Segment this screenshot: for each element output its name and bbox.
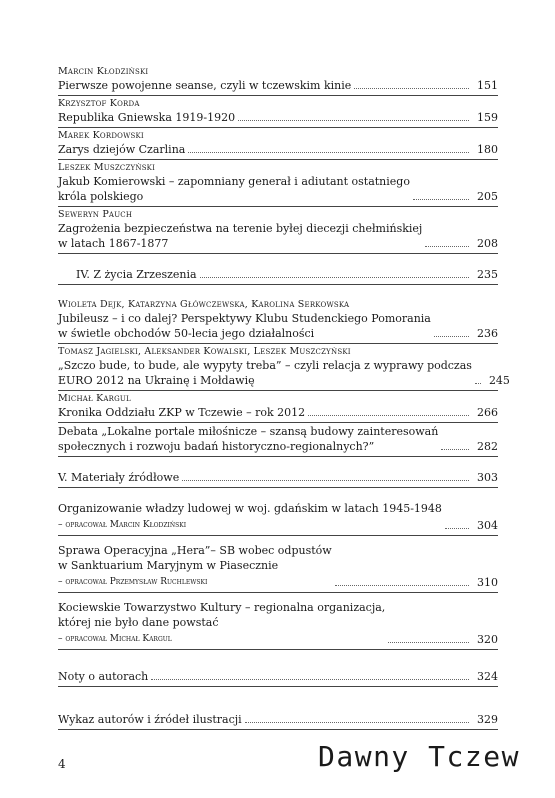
entry-title-line: Kronika Oddziału ZKP w Tczewie – rok 2012 — [58, 406, 306, 419]
entry-page-number: 266 — [477, 406, 498, 419]
entry-title-line: EURO 2012 na Ukrainę i Mołdawię — [58, 374, 255, 387]
entry-title-row — [58, 267, 498, 282]
entry-title-row — [58, 358, 510, 388]
entry-title — [58, 470, 179, 485]
toc-entry — [58, 160, 498, 207]
entry-title-row — [58, 405, 498, 420]
spacer — [58, 656, 498, 668]
entry-page-number: 235 — [477, 268, 498, 281]
entry-title-line: Kociewskie Towarzystwo Kultury – regionalna organizacja, — [58, 601, 386, 614]
entry-title — [58, 174, 410, 204]
leader-dots — [245, 718, 469, 723]
entry-title-row — [58, 470, 498, 485]
entry-title-line: Debata „Lokalne portale miłośnicze – szansą budowy zainteresowań — [58, 425, 439, 438]
entry-title — [58, 543, 332, 590]
entry-title-row — [58, 110, 498, 125]
leader-dots — [354, 84, 469, 89]
toc-entry — [58, 297, 498, 344]
entry-title-row — [58, 501, 498, 533]
spacer — [58, 285, 498, 297]
entry-editor-line — [58, 573, 332, 590]
entry-title — [58, 600, 385, 647]
entry-title — [58, 78, 351, 93]
toc-section — [58, 711, 498, 730]
entry-title-row — [58, 712, 498, 727]
spacer — [58, 687, 498, 699]
entry-editor: – opracował Przemysław Ruchlewski — [58, 577, 208, 587]
leader-dots — [388, 638, 469, 643]
toc-entry — [58, 500, 498, 536]
leader-dots — [413, 195, 469, 200]
entry-title-line: Jubileusz – i co dalej? Perspektywy Klubu Studenckiego Pomorania — [58, 312, 431, 325]
entry-title-line: Jakub Komierowski – zapomniany generał i adiutant ostatniego — [58, 175, 410, 188]
entry-title-row — [58, 543, 498, 590]
entry-page-number: 329 — [477, 713, 498, 726]
section-title: V. Materiały źródłowe — [58, 471, 180, 484]
entry-title — [58, 110, 235, 125]
entry-title — [58, 311, 431, 341]
spacer — [58, 254, 498, 266]
toc-entry — [58, 391, 498, 423]
entry-author: Marek Kordowski — [58, 130, 144, 141]
leader-dots — [238, 116, 469, 121]
entry-title — [58, 501, 442, 533]
entry-author: Michał Kargul — [58, 393, 131, 404]
entry-page-number: 324 — [477, 670, 498, 683]
entry-title — [58, 142, 185, 157]
leader-dots — [182, 476, 469, 481]
toc-entry — [58, 542, 498, 593]
entry-editor-line — [58, 630, 385, 647]
entry-title — [58, 358, 472, 388]
entry-title-line: „Szczo bude, to bude, ale wypyty treba” – czyli relacja z wyprawy podczas — [58, 359, 472, 372]
entry-author: Seweryn Pauch — [58, 209, 133, 220]
entry-title — [58, 267, 197, 282]
entry-page-number: 236 — [477, 327, 498, 340]
entry-title-row — [58, 142, 498, 157]
entry-editor: – opracował Marcin Kłodziński — [58, 520, 187, 530]
entry-editor-line — [58, 516, 442, 533]
leader-dots — [335, 581, 469, 586]
leader-dots — [308, 411, 469, 416]
leader-dots — [445, 524, 469, 529]
toc-entry — [58, 96, 498, 128]
entry-page-number: 205 — [477, 190, 498, 203]
entry-title — [58, 221, 422, 251]
section-title: Wykaz autorów i źródeł ilustracji — [58, 713, 242, 726]
entry-author: Marcin Kłodziński — [58, 66, 149, 77]
entry-title-line: społecznych i rozwoju badań historyczno-regionalnych?” — [58, 440, 375, 453]
entry-title-row — [58, 600, 498, 647]
entry-title — [58, 669, 148, 684]
page-number: 4 — [58, 757, 66, 771]
toc-entry — [58, 599, 498, 650]
entry-title — [58, 405, 305, 420]
entry-page-number: 208 — [477, 237, 498, 250]
entry-title-line: Organizowanie władzy ludowej w woj. gdańskim w latach 1945-1948 — [58, 502, 442, 515]
entry-page-number: 151 — [477, 79, 498, 92]
spacer — [58, 457, 498, 469]
toc-entry — [58, 344, 510, 391]
entry-title-line: Zagrożenia bezpieczeństwa na terenie byłej diecezji chełmińskiej — [58, 222, 423, 235]
entry-title-line: której nie było dane powstać — [58, 616, 219, 629]
entry-page-number: 320 — [477, 633, 498, 646]
entry-title-line: króla polskiego — [58, 190, 144, 203]
entry-title-row — [58, 78, 498, 93]
leader-dots — [151, 675, 469, 680]
entry-title-line: Zarys dziejów Czarlina — [58, 143, 186, 156]
table-of-contents — [58, 64, 510, 742]
toc-entry — [58, 64, 498, 96]
leader-dots — [475, 379, 481, 384]
entry-author: Krzysztof Korda — [58, 98, 140, 109]
entry-title-line: Pierwsze powojenne seanse, czyli w tczewskim kinie — [58, 79, 352, 92]
leader-dots — [200, 273, 469, 278]
spacer — [58, 699, 498, 711]
toc-entry — [58, 423, 498, 457]
entry-title-row — [58, 669, 498, 684]
entry-title-line: Sprawa Operacyjna „Hera”– SB wobec odpustów — [58, 544, 332, 557]
section-title: IV. Z życia Zrzeszenia — [76, 268, 197, 281]
entry-title-line: w świetle obchodów 50-lecia jego działalności — [58, 327, 315, 340]
entry-editor: – opracował Michał Kargul — [58, 634, 172, 644]
leader-dots — [434, 332, 469, 337]
entry-page-number: 303 — [477, 471, 498, 484]
entry-author: Wioleta Dejk, Katarzyna Główczewska, Karolina Serkowska — [58, 299, 350, 310]
spacer — [58, 488, 498, 500]
entry-page-number: 180 — [477, 143, 498, 156]
entry-author: Leszek Muszczyński — [58, 162, 156, 173]
entry-title-row — [58, 221, 498, 251]
entry-title-line: Republika Gniewska 1919-1920 — [58, 111, 236, 124]
entry-page-number: 304 — [477, 519, 498, 532]
leader-dots — [441, 445, 469, 450]
entry-title-line: w latach 1867-1877 — [58, 237, 169, 250]
leader-dots — [425, 242, 469, 247]
entry-page-number: 282 — [477, 440, 498, 453]
toc-section — [58, 266, 498, 285]
entry-title-row — [58, 311, 498, 341]
entry-title-line: w Sanktuarium Maryjnym w Piasecznie — [58, 559, 279, 572]
toc-entry — [58, 128, 498, 160]
entry-title-row — [58, 424, 498, 454]
leader-dots — [188, 148, 469, 153]
entry-page-number: 245 — [488, 374, 510, 387]
toc-section — [58, 668, 498, 687]
entry-page-number: 310 — [477, 576, 498, 589]
entry-title — [58, 424, 438, 454]
watermark-logo: Dawny Tczew — [318, 740, 520, 773]
entry-title — [58, 712, 242, 727]
entry-title-row — [58, 174, 498, 204]
entry-author: Tomasz Jagielski, Aleksander Kowalski, Leszek Muszczyński — [58, 346, 351, 357]
section-title: Noty o autorach — [58, 670, 149, 683]
toc-entry — [58, 207, 498, 254]
toc-section — [58, 469, 498, 488]
entry-page-number: 159 — [477, 111, 498, 124]
